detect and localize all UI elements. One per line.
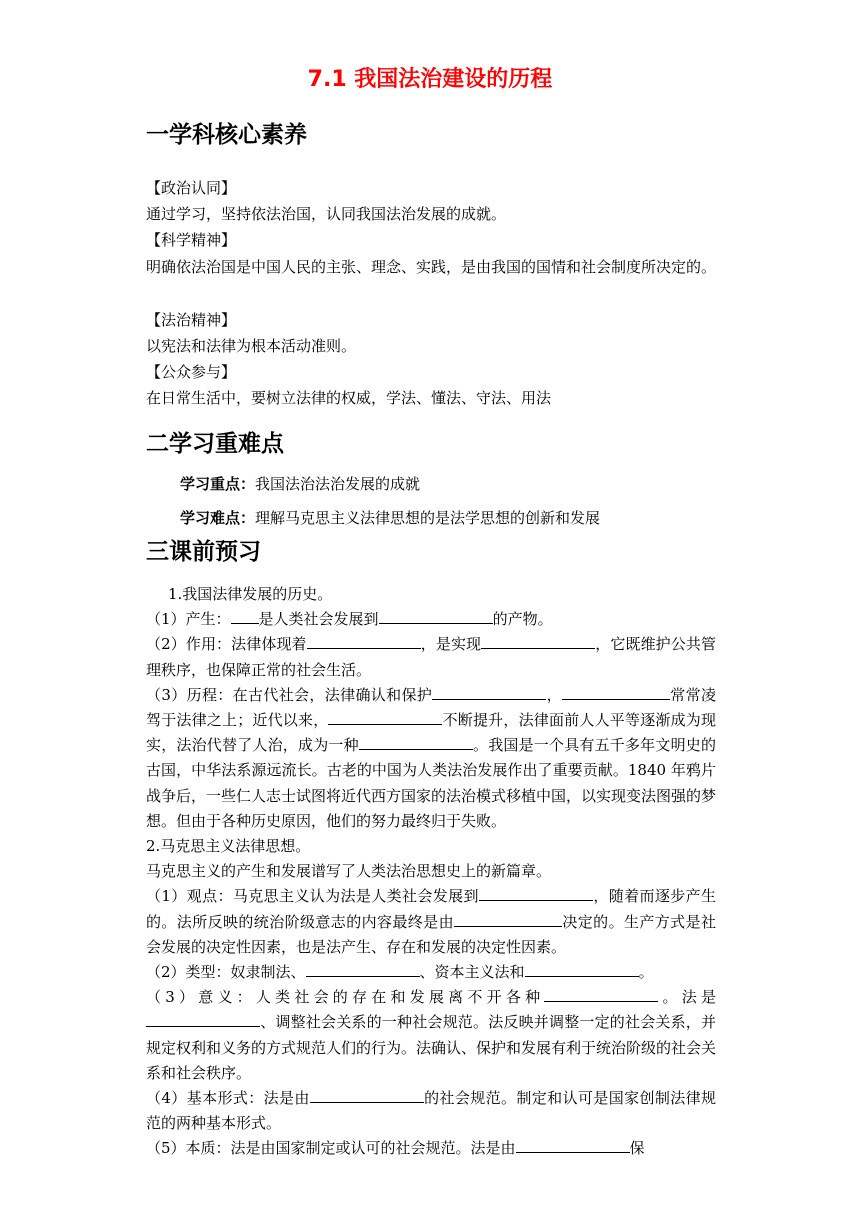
blank bbox=[306, 962, 420, 977]
text-rule-of-law-spirit: 以宪法和法律为根本活动准则。 bbox=[146, 337, 357, 355]
section-heading-key-points: 二学习重难点 bbox=[146, 431, 284, 457]
blank bbox=[146, 1012, 260, 1027]
section-heading-preview: 三课前预习 bbox=[146, 539, 261, 565]
preview-content bbox=[146, 582, 716, 1162]
preview-viewpoint: （1）观点：马克思主义认为法是人类社会发展到 ，随着而逐步产生的。法所反映的统治阶级意志的内容最终是由 决定的。生产方式是社会发展的决定性因素，也是法产生、存在和发展的决定性因素。 bbox=[146, 887, 716, 956]
blank bbox=[479, 886, 593, 901]
text-scientific-spirit: 明确依法治国是中国人民的主张、理念、实践，是由我国的国情和社会制度所决定的。 bbox=[146, 258, 717, 276]
blank bbox=[516, 1138, 630, 1153]
text-public-participation: 在日常生活中，要树立法律的权威，学法、懂法、守法、用法 bbox=[146, 389, 552, 407]
preview-function: （2）作用：法律体现着 ，是实现 ，它既维护公共管理秩序，也保障正常的社会生活。 bbox=[146, 635, 716, 679]
preview-significance: （3）意义：人类社会的存在和发展离不开各种 。法是、调整社会关系的一种社会规范。法反映并调整一定的社会关系，并规定权利和义务的方式规范人们的行为。法确认、保护和发展有利于统治阶级的社会关系和社会秩序。 bbox=[146, 988, 717, 1082]
text-political-identity: 通过学习，坚持依法治国，认同我国法治发展的成就。 bbox=[146, 205, 507, 223]
key-point-text: 我国法治法治发展的成就 bbox=[255, 475, 421, 493]
blank bbox=[328, 710, 442, 725]
key-point-label: 学习重点： bbox=[180, 475, 256, 493]
preview-essence: （5）本质：法是由国家制定或认可的社会规范。法是由 保 bbox=[146, 1139, 645, 1158]
section-heading-core-literacy: 一学科核心素养 bbox=[146, 122, 307, 148]
preview-item-1: 1.我国法律发展的历史。 bbox=[168, 585, 333, 603]
blank bbox=[359, 735, 473, 750]
blank bbox=[307, 634, 421, 649]
blank bbox=[310, 1088, 424, 1103]
difficult-point-label: 学习难点： bbox=[180, 509, 256, 527]
label-rule-of-law-spirit: 【法治精神】 bbox=[146, 311, 237, 329]
label-scientific-spirit: 【科学精神】 bbox=[146, 231, 237, 249]
page-title: 7.1 我国法治建设的历程 bbox=[307, 67, 553, 92]
preview-basic-form: （4）基本形式：法是由 的社会规范。制定和认可是国家创制法律规范的两种基本形式。 bbox=[146, 1089, 716, 1133]
blank bbox=[525, 962, 639, 977]
key-point-line bbox=[180, 472, 750, 496]
blank bbox=[481, 634, 595, 649]
blank bbox=[562, 685, 670, 700]
blank bbox=[454, 912, 562, 927]
difficult-point-line bbox=[180, 506, 750, 530]
preview-types: （2）类型：奴隶制法、 、资本主义法和 。 bbox=[146, 963, 654, 982]
blank bbox=[432, 685, 546, 700]
preview-marxism-intro: 马克思主义的产生和发展谱写了人类法治思想史上的新篇章。 bbox=[146, 862, 552, 881]
difficult-point-text: 理解马克思主义法律思想的是法学思想的创新和发展 bbox=[255, 509, 601, 527]
preview-origin: （1）产生： 是人类社会发展到 的产物。 bbox=[146, 610, 553, 629]
preview-history: （3）历程：在古代社会，法律确认和保护 ， 常常凌驾于法律之上；近代以来， 不断提升，法律面前人人平等逐渐成为现实，法治代替了人治，成为一种 。我国是一个具有五千多年文明史的古国，中华法系源远流长。古老的中国为人类法治发展作出了重要贡献。1840 年鸦片战争后，一些仁人志士试图将近代西方国家的法治模式移植中国，以实现变法图强的梦想。但由于各种历史原因，他们的努力最终归于失败。 bbox=[146, 685, 717, 830]
blank bbox=[231, 609, 259, 624]
preview-item-2: 2.马克思主义法律思想。 bbox=[146, 837, 311, 856]
label-public-participation: 【公众参与】 bbox=[146, 363, 237, 381]
blank bbox=[544, 987, 658, 1002]
blank bbox=[379, 609, 493, 624]
label-political-identity: 【政治认同】 bbox=[146, 179, 237, 197]
